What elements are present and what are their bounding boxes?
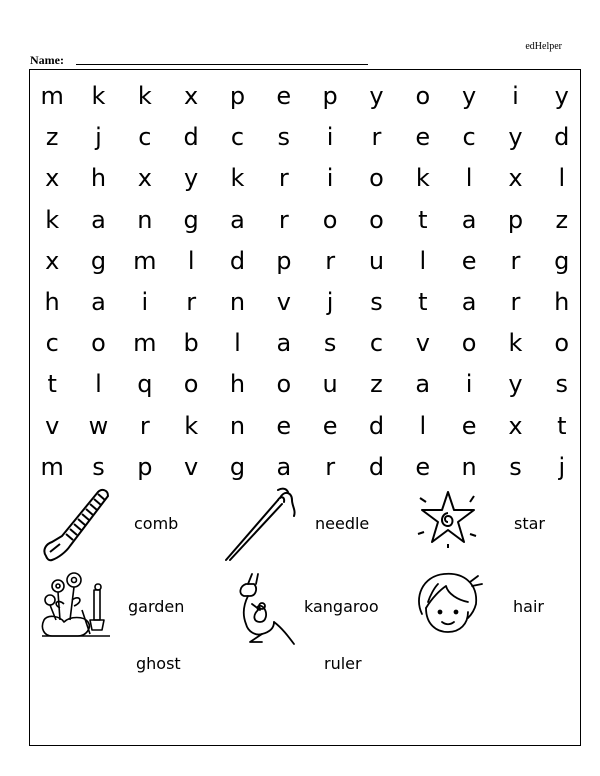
grid-letter[interactable]: h	[229, 370, 246, 399]
grid-letter[interactable]: p	[137, 452, 153, 481]
grid-letter[interactable]: r	[139, 411, 150, 440]
grid-letter[interactable]: x	[137, 164, 152, 193]
grid-letter[interactable]: c	[369, 329, 384, 358]
grid-letter[interactable]: g	[229, 452, 246, 481]
grid-letter[interactable]: t	[557, 411, 567, 440]
grid-letter[interactable]: r	[325, 452, 336, 481]
grid-letter[interactable]: c	[230, 123, 245, 152]
grid-letter[interactable]: z	[370, 370, 383, 399]
kangaroo-icon	[230, 570, 298, 646]
grid-letter[interactable]: p	[276, 246, 292, 275]
grid-letter[interactable]: e	[415, 123, 431, 152]
grid-letter[interactable]: p	[507, 205, 524, 234]
grid-letter[interactable]: g	[90, 246, 107, 275]
grid-letter[interactable]: p	[229, 82, 246, 110]
grid-letter[interactable]: e	[415, 452, 431, 481]
grid-letter[interactable]: i	[326, 164, 334, 193]
grid-letter[interactable]: a	[276, 452, 292, 481]
grid-letter[interactable]: d	[229, 246, 246, 275]
word-star: star	[514, 514, 545, 533]
letter-grid	[29, 76, 585, 488]
grid-letter[interactable]: y	[508, 370, 523, 399]
grid-letter[interactable]: s	[323, 329, 337, 358]
grid-letter[interactable]: r	[510, 246, 521, 275]
grid-letter[interactable]: d	[368, 411, 385, 440]
grid-letter[interactable]: y	[508, 123, 523, 152]
grid-letter[interactable]: w	[88, 411, 109, 440]
grid-letter[interactable]: l	[95, 370, 102, 399]
grid-letter[interactable]: a	[461, 287, 477, 316]
grid-letter[interactable]: o	[369, 205, 384, 234]
grid-letter[interactable]: x	[508, 164, 523, 193]
grid-letter[interactable]: t	[418, 205, 428, 234]
grid-letter[interactable]: o	[276, 370, 292, 399]
grid-letter[interactable]: h	[44, 287, 60, 316]
grid-letter[interactable]: a	[91, 287, 106, 316]
grid-letter[interactable]: k	[137, 82, 152, 110]
grid-letter[interactable]: i	[141, 287, 149, 316]
grid-letter[interactable]: y	[554, 82, 569, 110]
grid-letter[interactable]: c	[462, 123, 476, 152]
grid-letter[interactable]: o	[554, 329, 570, 358]
grid-letter[interactable]: o	[91, 329, 106, 358]
name-input-line[interactable]	[76, 64, 368, 65]
grid-letter[interactable]: o	[183, 370, 199, 399]
grid-letter[interactable]: b	[183, 329, 199, 358]
grid-letter[interactable]: d	[554, 123, 570, 152]
grid-letter[interactable]: r	[278, 205, 289, 234]
grid-letter[interactable]: a	[230, 205, 245, 234]
word-needle: needle	[315, 514, 370, 533]
grid-letter[interactable]: h	[554, 287, 570, 316]
grid-letter[interactable]: e	[276, 82, 292, 110]
grid-letter[interactable]: r	[278, 164, 289, 193]
grid-letter[interactable]: d	[183, 123, 199, 152]
grid-letter[interactable]: v	[184, 452, 199, 481]
grid-letter[interactable]: e	[461, 246, 477, 275]
grid-letter[interactable]: l	[465, 164, 473, 193]
hair-icon	[412, 568, 486, 638]
word-kangaroo: kangaroo	[304, 597, 379, 616]
grid-letter[interactable]: v	[276, 287, 291, 316]
grid-letter[interactable]: i	[512, 82, 519, 110]
grid-letter[interactable]: l	[234, 329, 241, 358]
grid-letter[interactable]: a	[415, 370, 431, 399]
grid-letter[interactable]: m	[40, 82, 64, 110]
grid-letter[interactable]: l	[419, 411, 427, 440]
grid-letter[interactable]: t	[418, 287, 428, 316]
grid-letter[interactable]: s	[92, 452, 105, 481]
grid-letter[interactable]: m	[133, 246, 157, 275]
grid-letter[interactable]: r	[325, 246, 336, 275]
name-label: Name:	[30, 53, 64, 67]
grid-letter[interactable]: u	[368, 246, 385, 275]
grid-letter[interactable]: v	[45, 411, 60, 440]
grid-letter[interactable]: o	[322, 205, 338, 234]
grid-letter[interactable]: u	[322, 370, 338, 399]
grid-letter[interactable]: k	[91, 82, 106, 110]
grid-letter[interactable]: h	[90, 164, 107, 193]
grid-letter[interactable]: y	[462, 82, 477, 110]
grid-letter[interactable]: g	[554, 246, 570, 275]
grid-letter[interactable]: r	[186, 287, 197, 316]
grid-letter[interactable]: k	[508, 329, 523, 358]
grid-letter[interactable]: l	[419, 246, 427, 275]
grid-letter[interactable]: r	[510, 287, 521, 316]
grid-letter[interactable]: z	[45, 123, 59, 152]
grid-letter[interactable]: l	[558, 164, 566, 193]
grid-letter[interactable]: i	[326, 123, 334, 152]
grid-letter[interactable]: p	[322, 82, 338, 110]
grid-letter[interactable]: m	[40, 452, 64, 481]
grid-letter[interactable]: j	[558, 452, 566, 481]
grid-letter[interactable]: y	[184, 164, 199, 193]
grid-letter[interactable]: x	[45, 164, 60, 193]
grid-letter[interactable]: a	[91, 205, 106, 234]
grid-letter[interactable]: s	[277, 123, 291, 152]
grid-letter[interactable]: e	[461, 411, 477, 440]
grid-letter[interactable]: i	[465, 370, 473, 399]
grid-letter[interactable]: t	[47, 370, 57, 399]
grid-letter[interactable]: r	[371, 123, 382, 152]
word-garden: garden	[128, 597, 185, 616]
grid-letter[interactable]: n	[137, 205, 153, 234]
brand-label: edHelper	[525, 41, 562, 52]
grid-letter[interactable]: n	[461, 452, 477, 481]
grid-letter[interactable]: x	[184, 82, 199, 110]
grid-letter[interactable]: g	[183, 205, 199, 234]
star-icon	[414, 486, 482, 554]
grid-letter[interactable]: k	[184, 411, 199, 440]
grid-letter[interactable]: k	[230, 164, 245, 193]
grid-letter[interactable]: k	[415, 164, 430, 193]
word-ruler: ruler	[324, 654, 362, 673]
grid-letter[interactable]: m	[133, 329, 157, 358]
word-hair: hair	[513, 597, 544, 616]
grid-letter[interactable]: e	[322, 411, 338, 440]
grid-letter[interactable]: j	[326, 287, 334, 316]
grid-letter[interactable]: q	[137, 370, 153, 399]
word-ghost: ghost	[136, 654, 181, 673]
grid-letter[interactable]: o	[369, 164, 384, 193]
grid-letter[interactable]: n	[229, 287, 246, 316]
grid-letter[interactable]: a	[276, 329, 292, 358]
grid-letter[interactable]: s	[509, 452, 522, 481]
grid-letter[interactable]: e	[276, 411, 292, 440]
grid-letter[interactable]: c	[45, 329, 59, 358]
word-comb: comb	[134, 514, 179, 533]
grid-letter[interactable]: x	[508, 411, 523, 440]
grid-letter[interactable]: k	[45, 205, 60, 234]
grid-letter[interactable]: l	[187, 246, 195, 275]
grid-letter[interactable]: y	[369, 82, 384, 110]
grid-letter[interactable]: x	[45, 246, 60, 275]
grid-letter[interactable]: c	[138, 123, 152, 152]
grid-letter[interactable]: d	[368, 452, 385, 481]
grid-letter[interactable]: v	[415, 329, 430, 358]
needle-icon	[222, 486, 298, 564]
grid-letter[interactable]: z	[555, 205, 569, 234]
grid-letter[interactable]: s	[370, 287, 383, 316]
grid-letter[interactable]: a	[461, 205, 477, 234]
garden-icon	[38, 570, 114, 644]
grid-letter[interactable]: s	[555, 370, 569, 399]
grid-letter[interactable]: o	[461, 329, 477, 358]
grid-letter[interactable]: o	[415, 82, 431, 110]
grid-letter[interactable]: j	[95, 123, 102, 152]
comb-icon	[40, 484, 112, 564]
grid-letter[interactable]: n	[229, 411, 246, 440]
